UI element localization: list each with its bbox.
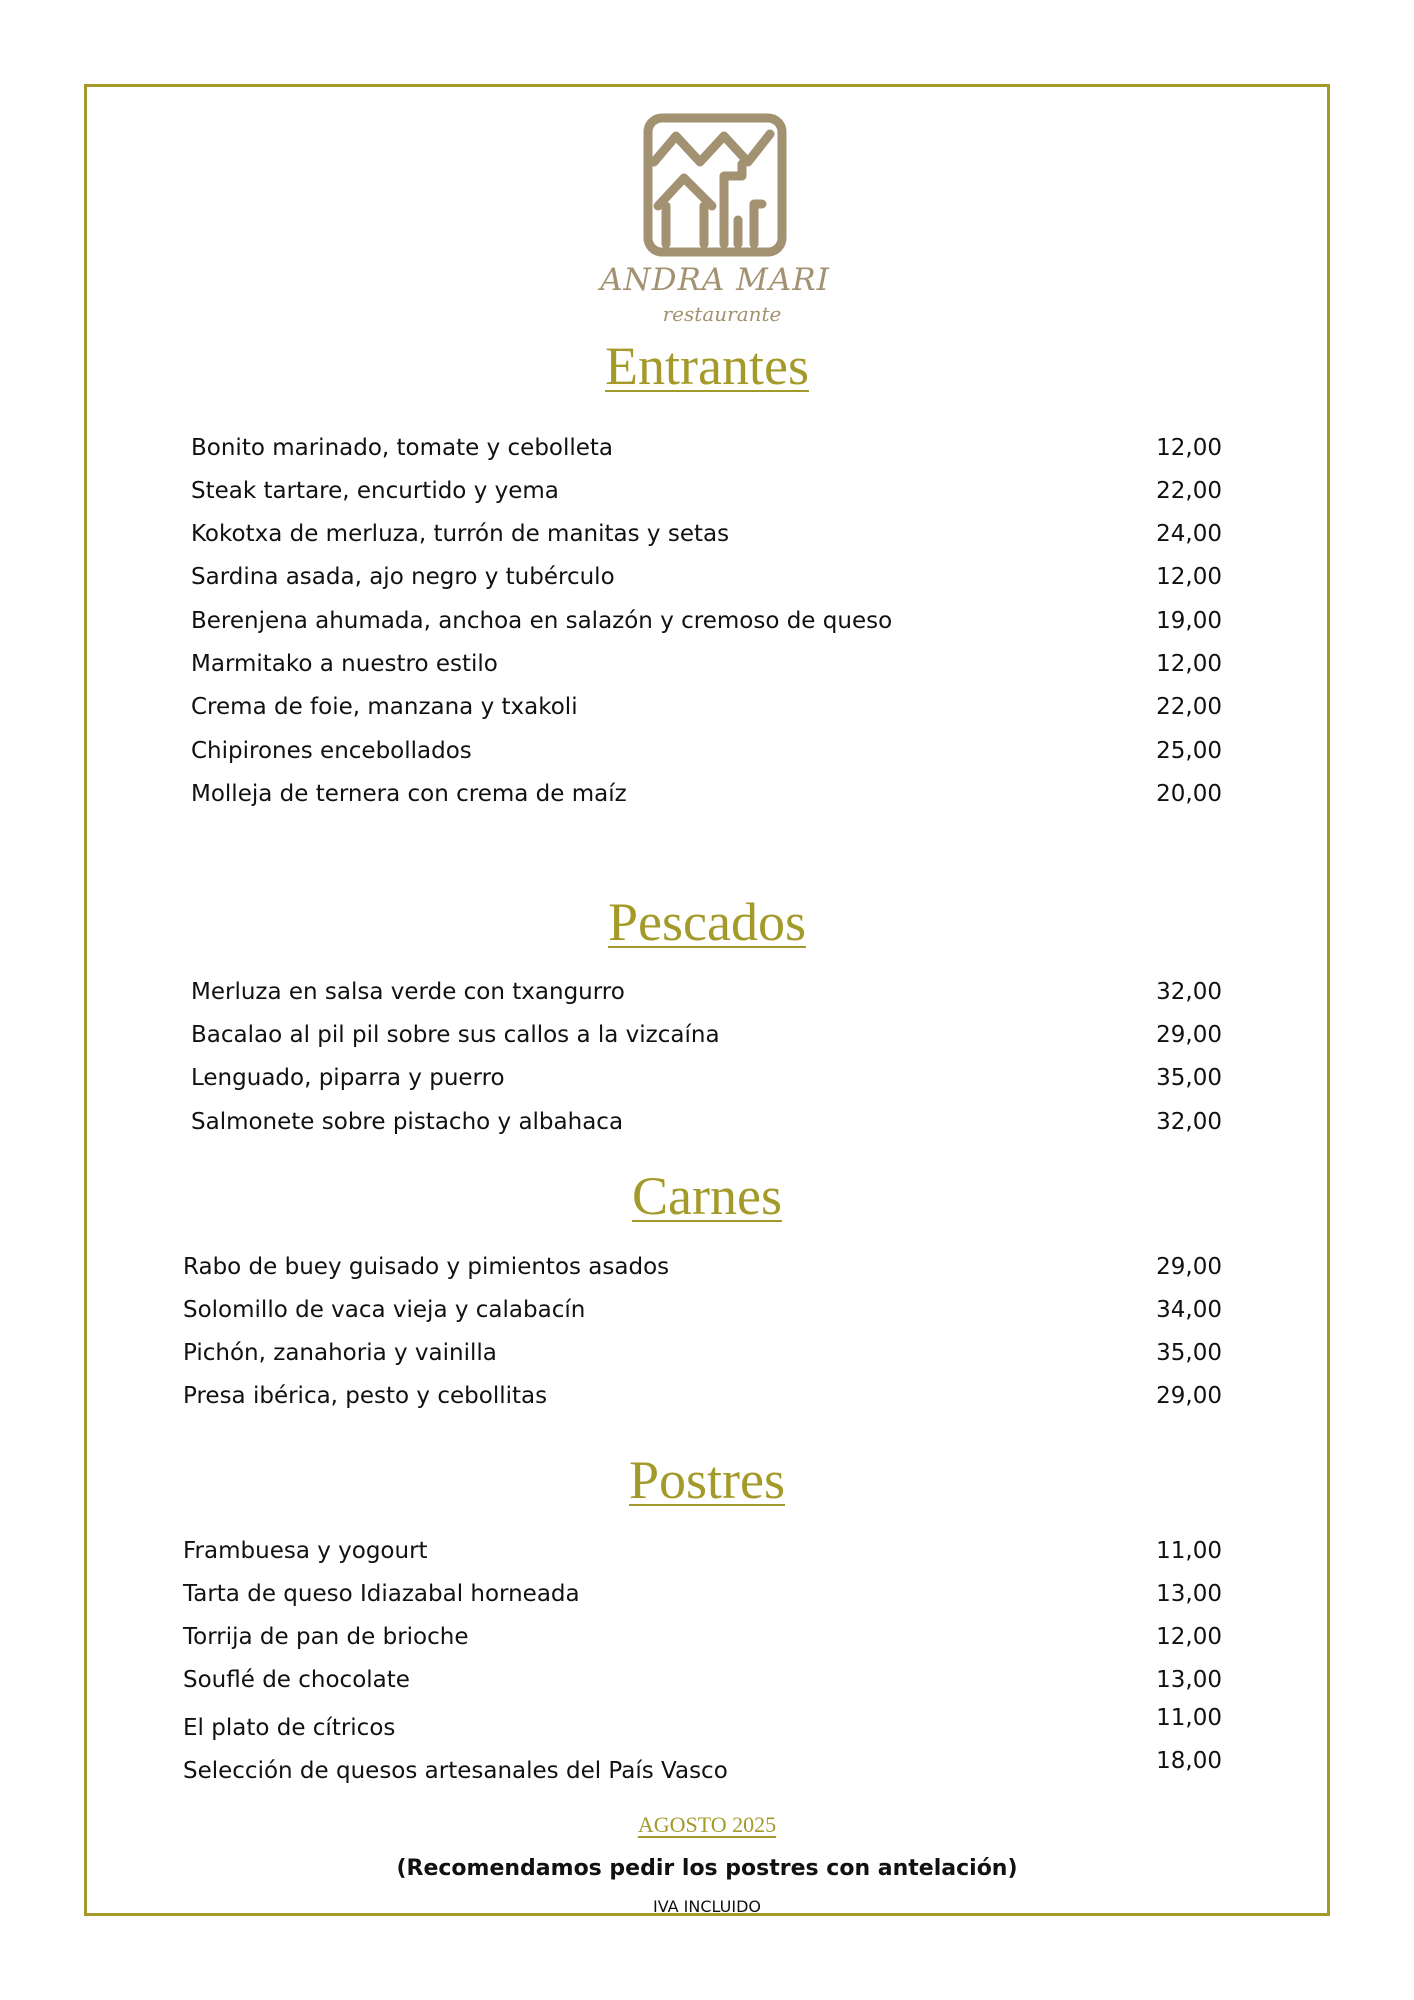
dessert-note: (Recomendamos pedir los postres con antelación) <box>396 1856 1018 1881</box>
dish-price: 35,00 <box>1156 1340 1222 1366</box>
dish-price: 29,00 <box>1156 1383 1222 1409</box>
menu-item <box>191 1105 1222 1139</box>
menu-item <box>191 1061 1222 1095</box>
dish-name: Bonito marinado, tomate y cebolleta <box>191 435 614 461</box>
dish-name: Pichón, zanahoria y vainilla <box>183 1340 497 1366</box>
menu-item <box>191 517 1222 551</box>
dish-name: El plato de cítricos <box>183 1715 396 1741</box>
dish-price: 25,00 <box>1156 738 1222 764</box>
menu-item <box>183 1750 1222 1784</box>
dish-name: Selección de quesos artesanales del País Vasco <box>183 1758 728 1784</box>
restaurant-logo <box>600 112 830 334</box>
dish-name: Frambuesa y yogourt <box>183 1538 428 1564</box>
menu-item <box>191 690 1222 724</box>
dish-name: Chipirones encebollados <box>191 738 472 764</box>
dish-name: Steak tartare, encurtido y yema <box>191 478 559 504</box>
dish-price: 20,00 <box>1156 781 1222 807</box>
dish-price: 11,00 <box>1156 1538 1222 1564</box>
dish-name: Rabo de buey guisado y pimientos asados <box>183 1254 670 1280</box>
dish-price: 18,00 <box>1156 1748 1222 1774</box>
dish-name: Souflé de chocolate <box>183 1667 410 1693</box>
brand-name: ANDRA MARI <box>600 262 830 298</box>
dish-price: 22,00 <box>1156 694 1222 720</box>
dish-price: 34,00 <box>1156 1297 1222 1323</box>
menu-item <box>183 1534 1222 1568</box>
dish-price: 13,00 <box>1156 1581 1222 1607</box>
menu-item <box>183 1663 1222 1697</box>
menu-item <box>191 431 1222 465</box>
menu-item <box>191 560 1222 594</box>
dish-price: 32,00 <box>1156 1109 1222 1135</box>
section-title-entrantes: Entrantes <box>605 336 809 396</box>
menu-date: AGOSTO 2025 <box>637 1812 777 1837</box>
menu-item <box>191 734 1222 768</box>
dish-name: Marmitako a nuestro estilo <box>191 651 498 677</box>
house-logo-icon <box>642 112 788 258</box>
dish-name: Presa ibérica, pesto y cebollitas <box>183 1383 548 1409</box>
dish-name: Molleja de ternera con crema de maíz <box>191 781 627 807</box>
dish-name: Torrija de pan de brioche <box>183 1624 469 1650</box>
menu-item <box>183 1293 1222 1327</box>
menu-item <box>191 777 1222 811</box>
dish-name: Merluza en salsa verde con txangurro <box>191 979 625 1005</box>
dish-price: 24,00 <box>1156 521 1222 547</box>
dish-name: Lenguado, piparra y puerro <box>191 1065 505 1091</box>
menu-item <box>183 1250 1222 1284</box>
menu-item <box>191 1018 1222 1052</box>
dish-price: 12,00 <box>1156 1624 1222 1650</box>
section-title-carnes: Carnes <box>632 1166 782 1226</box>
dish-name: Crema de foie, manzana y txakoli <box>191 694 578 720</box>
dish-name: Kokotxa de merluza, turrón de manitas y setas <box>191 521 730 547</box>
dish-name: Berenjena ahumada, anchoa en salazón y cremoso de queso <box>191 608 893 634</box>
brand-subtitle: restaurante <box>662 302 782 326</box>
menu-item <box>183 1379 1222 1413</box>
menu-item <box>191 604 1222 638</box>
dish-price: 13,00 <box>1156 1667 1222 1693</box>
dish-name: Sardina asada, ajo negro y tubérculo <box>191 564 615 590</box>
menu-item <box>183 1707 1222 1741</box>
section-title-pescados: Pescados <box>608 892 806 952</box>
menu-item <box>183 1336 1222 1370</box>
dish-price: 22,00 <box>1156 478 1222 504</box>
dish-name: Solomillo de vaca vieja y calabacín <box>183 1297 586 1323</box>
menu-item <box>191 474 1222 508</box>
dish-price: 29,00 <box>1156 1254 1222 1280</box>
dish-price: 12,00 <box>1156 651 1222 677</box>
dish-name: Tarta de queso Idiazabal horneada <box>183 1581 580 1607</box>
dish-price: 12,00 <box>1156 564 1222 590</box>
dish-price: 11,00 <box>1156 1705 1222 1731</box>
dish-price: 12,00 <box>1156 435 1222 461</box>
dish-price: 32,00 <box>1156 979 1222 1005</box>
menu-item <box>191 975 1222 1009</box>
dish-name: Bacalao al pil pil sobre sus callos a la vizcaína <box>191 1022 720 1048</box>
dish-price: 35,00 <box>1156 1065 1222 1091</box>
menu-item <box>183 1620 1222 1654</box>
menu-item <box>183 1577 1222 1611</box>
section-title-postres: Postres <box>628 1450 785 1510</box>
dish-price: 29,00 <box>1156 1022 1222 1048</box>
menu-item <box>191 647 1222 681</box>
dish-name: Salmonete sobre pistacho y albahaca <box>191 1109 624 1135</box>
dish-price: 19,00 <box>1156 608 1222 634</box>
tax-included-note: IVA INCLUIDO <box>653 1897 761 1916</box>
